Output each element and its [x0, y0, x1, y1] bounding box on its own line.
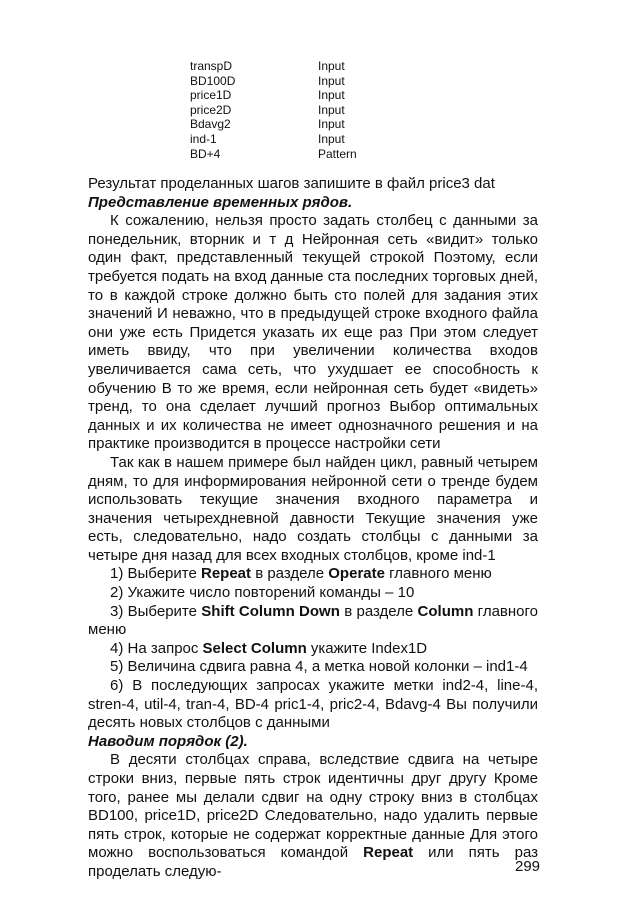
var-type: Input	[318, 117, 345, 132]
step-3: 3) Выберите Shift Column Down в разделе Column главного меню	[88, 602, 538, 639]
var-type: Input	[318, 102, 345, 117]
var-name: price2D	[190, 102, 232, 117]
variable-table	[190, 59, 357, 161]
page-number: 299	[515, 858, 541, 875]
var-name: price1D	[190, 88, 232, 103]
section-heading: Наводим порядок (2).	[88, 732, 248, 750]
table-row	[190, 147, 357, 162]
table-row	[190, 117, 357, 132]
step-5: 5) Величина сдвига равна 4, а метка новой колонки – ind1-4	[110, 658, 528, 676]
paragraph: В десяти столбцах справа, вследствие сдвига на четыре строки вниз, первые пять строк идентичны друг другу Кроме того, ранее мы делали сдвиг на одну строку вниз в столбцах BD100, price1D, price2D Следовательно, надо удалить первые пять строк, которые не содержат корректные данные Для этого можно воспользоваться командой Repeat или пять раз проделать следую-	[88, 751, 538, 880]
var-name: Bdavg2	[190, 117, 231, 132]
menu-term: Column	[417, 602, 474, 620]
var-name: BD+4	[190, 146, 221, 161]
step-4: 4) На запрос Select Column укажите Index1D	[110, 639, 428, 657]
var-name: transpD	[190, 59, 233, 73]
var-name: ind-1	[190, 131, 217, 146]
command-term: Repeat	[363, 844, 414, 862]
var-name: BD100D	[190, 73, 236, 88]
var-type: Input	[318, 88, 345, 103]
result-line: Результат проделанных шагов запишите в файл price3 dat	[88, 175, 495, 192]
step-2: 2) Укажите число повторений команды – 10	[110, 584, 415, 602]
table-row	[190, 103, 357, 118]
step-1: 1) Выберите Repeat в разделе Operate главного меню	[110, 565, 492, 583]
table-row	[190, 132, 357, 147]
table-row	[190, 88, 357, 103]
paragraph: К сожалению, нельзя просто задать столбец с данными за понедельник, вторник и т д Нейронная сеть «видит» только один факт, представленный текущей строкой Поэтому, если требуется подать на вход данные ста последних торговых дней, то в каждой строке должно быть сто полей для задания этих значений И неважно, что в предыдущей строке входного файла они уже есть Придется указать их еще раз При этом следует иметь ввиду, что при увеличении количества входов увеличивается сама сеть, что ухудшает ее способность к обучению В то же время, если нейронная сеть будет «видеть» тренд, то она сделает лучший прогноз Выбор оптимальных данных и их количества не имеет однозначного решения и на практике производится в процессе настройки сети	[88, 212, 538, 453]
step-6: 6) В последующих запросах укажите метки ind2-4, line-4, stren-4, util-4, tran-4, BD-4 pric1-4, pric2-4, Bdavg-4 Вы получили десять новых столбцов с данными	[88, 677, 538, 732]
menu-term: Shift Column Down	[201, 602, 340, 620]
table-row	[190, 74, 357, 89]
var-type: Input	[318, 59, 345, 73]
menu-term: Repeat	[201, 565, 252, 583]
section-heading: Представление временных рядов.	[88, 193, 353, 211]
paragraph: Так как в нашем примере был найден цикл, равный четырем дням, то для информирования нейронной сети о тренде будем использовать текущие значения входного параметра и значения четырехдневной давности Текущие значения уже есть, следовательно, надо создать столбцы с данными за четыре дня назад для всех входных столбцов, кроме ind-1	[88, 453, 538, 564]
menu-term: Operate	[328, 565, 385, 583]
var-type: Pattern	[318, 146, 357, 161]
body-text	[88, 175, 541, 882]
var-type: Input	[318, 131, 345, 146]
table-row	[190, 59, 357, 74]
var-type: Input	[318, 73, 345, 88]
menu-term: Select Column	[202, 639, 307, 657]
